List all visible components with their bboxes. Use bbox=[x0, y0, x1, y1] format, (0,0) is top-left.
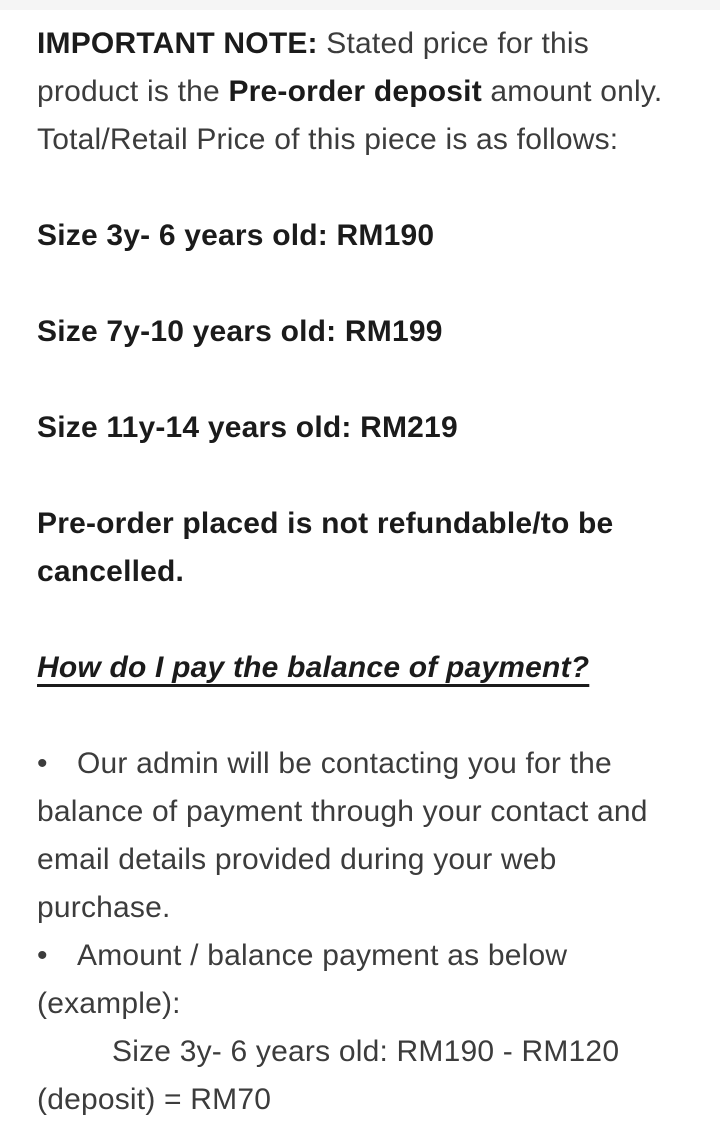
refund-policy-paragraph bbox=[37, 500, 702, 596]
bullet-item-example bbox=[37, 932, 702, 1124]
bullet1-line-2: balance of payment through your contact and bbox=[37, 795, 648, 828]
preorder-deposit-label: Pre-order deposit bbox=[228, 75, 482, 108]
size-price-11y bbox=[37, 404, 702, 452]
bullet2-line-1 bbox=[37, 932, 702, 980]
bullet1-line-4: purchase. bbox=[37, 891, 171, 924]
bullet1-line-3: email details provided during your web bbox=[37, 843, 557, 876]
size-price-11y-text: Size 11y-14 years old: RM219 bbox=[37, 411, 458, 444]
size-price-7y bbox=[37, 308, 702, 356]
intro-line-2 bbox=[37, 68, 702, 116]
intro-line-1 bbox=[37, 20, 702, 68]
important-note-label: IMPORTANT NOTE: bbox=[37, 27, 318, 60]
example-calculation-line: Size 3y- 6 years old: RM190 - RM120 bbox=[112, 1035, 620, 1068]
bullet2-line-2: (example): bbox=[37, 987, 181, 1020]
bullet1-line-1-text: Our admin will be contacting you for the bbox=[77, 747, 612, 780]
product-description bbox=[0, 10, 720, 1124]
top-divider-bar bbox=[0, 0, 720, 10]
intro-line-3: Total/Retail Price of this piece is as follows: bbox=[37, 123, 619, 156]
bullet-item-contact bbox=[37, 740, 702, 932]
bullet2-line-1-text: Amount / balance payment as below bbox=[77, 939, 568, 972]
balance-payment-question-heading bbox=[37, 644, 702, 692]
important-note-paragraph bbox=[37, 20, 702, 164]
size-price-7y-text: Size 7y-10 years old: RM199 bbox=[37, 315, 443, 348]
intro-line-1-text: Stated price for this bbox=[317, 27, 589, 60]
bullet1-line-1 bbox=[37, 740, 702, 788]
size-price-3y-text: Size 3y- 6 years old: RM190 bbox=[37, 219, 435, 252]
refund-policy-line-1: Pre-order placed is not refundable/to be bbox=[37, 507, 614, 540]
bullet-point: • bbox=[37, 747, 48, 780]
intro-line-2-post: amount only. bbox=[481, 75, 663, 108]
bullet-list bbox=[37, 740, 702, 1124]
size-price-3y bbox=[37, 212, 702, 260]
bullet-point: • bbox=[37, 939, 48, 972]
example-calculation-result: (deposit) = RM70 bbox=[37, 1083, 272, 1116]
refund-policy-line-2: cancelled. bbox=[37, 555, 185, 588]
balance-payment-question-text: How do I pay the balance of payment? bbox=[37, 651, 590, 684]
intro-line-2-pre: product is the bbox=[37, 75, 229, 108]
